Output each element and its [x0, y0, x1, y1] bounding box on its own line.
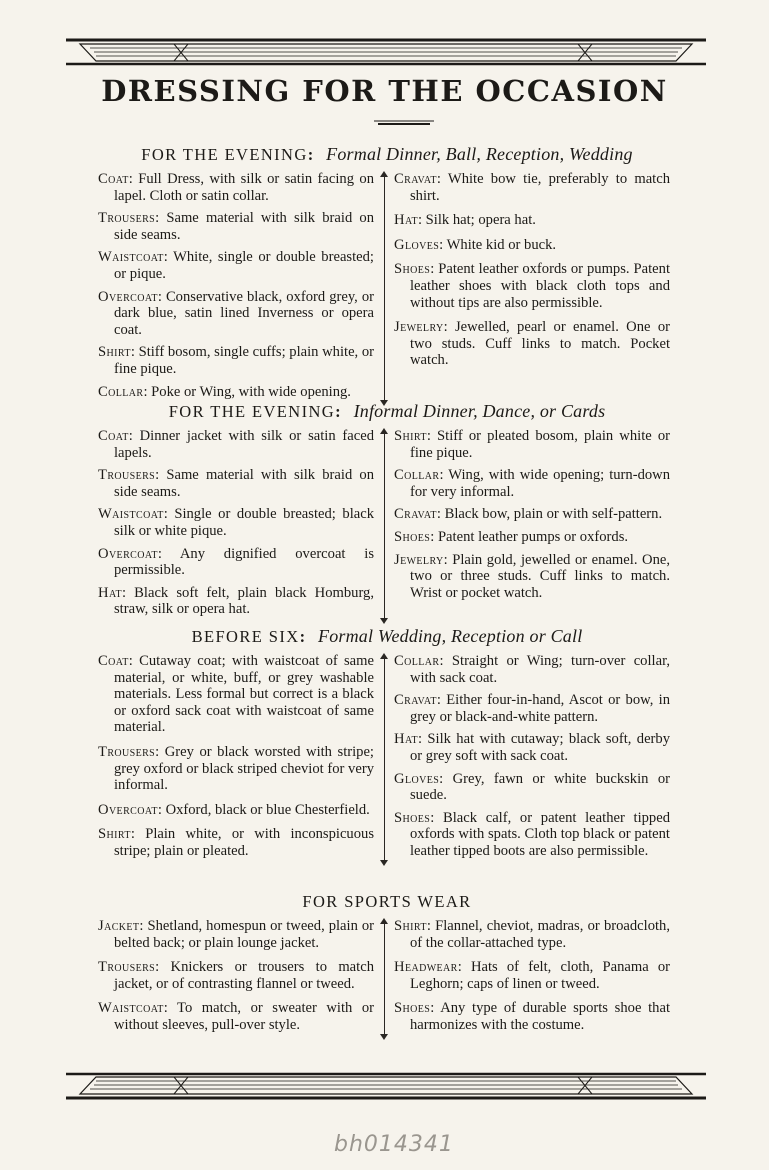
attire-item: Trousers: Same material with silk braid on side seams.: [98, 210, 374, 243]
attire-item: Jewelry: Plain gold, jewelled or enamel. One, two or three studs. Cuff links to match. Wrist or pocket watch.: [394, 551, 670, 601]
attire-item: Overcoat: Oxford, black or blue Chesterfield.: [98, 801, 370, 818]
attire-label: Jewelry: [394, 319, 444, 336]
page-title: DRESSING FOR THE OCCASION: [101, 74, 668, 108]
attire-item: Shirt: Plain white, or with inconspicuous stripe; plain or pleated.: [98, 826, 374, 859]
attire-label: Overcoat: [98, 801, 158, 818]
attire-text: White, single or double breasted; or pique.: [114, 249, 374, 282]
attire-text: Jewelled, pearl or enamel. One or two studs. Cuff links to match. Pocket watch.: [410, 319, 671, 369]
attire-item: Jewelry: Jewelled, pearl or enamel. One or two studs. Cuff links to match. Pocket watch.: [394, 319, 671, 369]
attire-item: Trousers: Same material with silk braid on side seams.: [98, 467, 374, 500]
attire-label: Shoes: [394, 1000, 431, 1017]
attire-text: Any dignified overcoat is permissible.: [114, 545, 374, 579]
attire-label: Shirt: [98, 826, 131, 843]
attire-label: Hat: [98, 584, 122, 601]
attire-label: Waistcoat: [98, 1000, 164, 1017]
attire-item: Coat: Cutaway coat; with waistcoat of same material, or white, buff, or grey washable materials. Less formal but correct is a black or oxford sack coat with waistcoat of same material.: [98, 653, 374, 736]
attire-item: Coat: Full Dress, with silk or satin facing on lapel. Cloth or satin collar.: [98, 171, 374, 204]
attire-label: Trousers: [98, 210, 156, 227]
section-sports-wear: [98, 892, 676, 1040]
attire-text: Knickers or trousers to match jacket, or of contrasting flannel or tweed.: [114, 959, 374, 992]
attire-item: Collar: Straight or Wing; turn-over collar, with sack coat.: [394, 653, 670, 686]
attire-text: Black calf, or patent leather tipped oxfords with spats. Cloth top black or patent leather tipped boots are also permissible.: [410, 809, 670, 859]
attire-label: Cravat: [394, 506, 437, 523]
attire-label: Jewelry: [394, 551, 444, 568]
attire-text: Flannel, cheviot, madras, or broadcloth, of the collar-attached type.: [410, 918, 670, 951]
attire-label: Hat: [394, 212, 418, 229]
attire-text: Black soft felt, plain black Homburg, straw, silk or opera hat.: [114, 584, 375, 618]
column-divider: [384, 655, 386, 864]
right-column: [383, 918, 670, 1040]
section-subheading: Formal Dinner, Ball, Reception, Wedding: [326, 144, 633, 164]
attire-label: Coat: [98, 428, 129, 444]
attire-item: Cravat: Either four-in-hand, Ascot or bow, in grey or black-and-white pattern.: [394, 692, 671, 725]
attire-label: Shoes: [394, 528, 431, 545]
attire-text: Stiff or pleated bosom, plain white or fine pique.: [410, 428, 670, 461]
section-subheading: Informal Dinner, Dance, or Cards: [353, 401, 606, 421]
attire-text: Wing, with wide opening; turn-down for very informal.: [410, 467, 670, 500]
attire-text: Patent leather pumps or oxfords.: [437, 528, 629, 545]
attire-label: Overcoat: [98, 288, 158, 305]
attire-label: Shoes: [394, 809, 431, 826]
attire-item: Trousers: Knickers or trousers to match jacket, or of contrasting flannel or tweed.: [98, 959, 374, 992]
attire-text: Either four-in-hand, Ascot or bow, in grey or black-and-white pattern.: [410, 692, 671, 725]
attire-text: Stiff bosom, single cuffs; plain white, or fine pique.: [114, 344, 375, 377]
section-evening-informal: [98, 401, 676, 624]
attire-text: Conservative black, oxford grey, or dark blue, satin lined Inverness or opera coat.: [114, 288, 375, 338]
left-column: [98, 918, 383, 1040]
attire-item: Shirt: Stiff or pleated bosom, plain white or fine pique.: [394, 428, 670, 461]
left-column: [98, 428, 383, 624]
attire-label: Collar: [394, 467, 440, 484]
attire-item: Overcoat: Any dignified overcoat is permissible.: [98, 545, 374, 579]
attire-item: Shirt: Stiff bosom, single cuffs; plain white, or fine pique.: [98, 344, 375, 377]
attire-text: Grey or black worsted with stripe; grey oxford or black striped cheviot for very informal.: [114, 743, 374, 794]
attire-label: Gloves: [394, 770, 440, 787]
attire-text: Dinner jacket with silk or satin faced lapels.: [114, 428, 375, 461]
section-before-six: [98, 626, 676, 866]
attire-item: Gloves: Grey, fawn or white buckskin or suede.: [394, 770, 670, 804]
attire-text: Plain gold, jewelled or enamel. One, two or three studs. Cuff links to match. Wrist or pocket watch.: [410, 551, 670, 601]
attire-item: Cravat: Black bow, plain or with self-pattern.: [394, 506, 663, 523]
attire-text: Same material with silk braid on side seams.: [114, 210, 374, 243]
left-column: [98, 653, 383, 866]
attire-item: Shoes: Patent leather pumps or oxfords.: [394, 528, 629, 545]
attire-label: Cravat: [394, 171, 437, 187]
attire-item: Shoes: Any type of durable sports shoe that harmonizes with the costume.: [394, 1000, 670, 1033]
attire-label: Cravat: [394, 692, 437, 709]
attire-text: Straight or Wing; turn-over collar, with sack coat.: [410, 653, 670, 686]
attire-item: Shoes: Black calf, or patent leather tipped oxfords with spats. Cloth top black or patent leather tipped boots are also permissible.: [394, 809, 670, 859]
column-divider: [384, 430, 386, 622]
attire-text: Full Dress, with silk or satin facing on lapel. Cloth or satin collar.: [114, 171, 374, 204]
attire-item: Overcoat: Conservative black, oxford grey, or dark blue, satin lined Inverness or opera coat.: [98, 288, 375, 338]
attire-label: Shirt: [394, 918, 427, 934]
attire-label: Coat: [98, 171, 129, 187]
section-heading-label: BEFORE SIX: [191, 627, 300, 646]
attire-item: Hat: Silk hat; opera hat.: [394, 212, 536, 229]
section-evening-formal: [98, 144, 676, 406]
attire-item: Waistcoat: Single or double breasted; black silk or white pique.: [98, 506, 374, 539]
column-divider: [384, 920, 386, 1038]
section-subheading: Formal Wedding, Reception or Call: [318, 626, 583, 646]
attire-text: White bow tie, preferably to match shirt.: [410, 171, 670, 204]
attire-label: Collar: [98, 383, 144, 400]
section-heading-label: FOR SPORTS WEAR: [302, 892, 472, 911]
attire-text: Patent leather oxfords or pumps. Patent leather shoes with black cloth tops and without tips are also permissible.: [410, 261, 670, 311]
attire-item: Trousers: Grey or black worsted with stripe; grey oxford or black striped cheviot for very informal.: [98, 743, 374, 794]
attire-label: Gloves: [394, 236, 440, 253]
attire-text: Grey, fawn or white buckskin or suede.: [410, 770, 670, 804]
section-heading: [98, 892, 676, 912]
attire-text: Oxford, black or blue Chesterfield.: [165, 801, 370, 818]
attire-text: Black bow, plain or with self-pattern.: [444, 506, 663, 523]
section-heading-label: FOR THE EVENING: [168, 402, 336, 421]
attire-text: Shetland, homespun or tweed, plain or belted back; or plain lounge jacket.: [114, 918, 374, 951]
title-ornament-rule: [372, 119, 436, 127]
attire-label: Overcoat: [98, 545, 158, 562]
attire-label: Jacket: [98, 918, 140, 934]
top-ornamental-border: [66, 36, 706, 66]
right-column: [383, 171, 670, 406]
handwritten-catalog-number: bh014341: [334, 1132, 454, 1157]
attire-item: Headwear: Hats of felt, cloth, Panama or Leghorn; caps of linen or tweed.: [394, 959, 670, 992]
attire-text: Same material with silk braid on side seams.: [114, 467, 374, 500]
attire-text: To match, or sweater with or without sleeves, pull-over style.: [114, 1000, 374, 1033]
attire-label: Waistcoat: [98, 249, 164, 266]
left-column: [98, 171, 383, 406]
column-divider: [384, 173, 386, 404]
section-heading: FOR THE EVENING: Formal Dinner, Ball, Reception, Wedding: [141, 144, 633, 164]
attire-item: Waistcoat: To match, or sweater with or without sleeves, pull-over style.: [98, 1000, 374, 1033]
attire-item: Hat: Black soft felt, plain black Homburg, straw, silk or opera hat.: [98, 584, 375, 618]
attire-text: Hats of felt, cloth, Panama or Leghorn; caps of linen or tweed.: [410, 959, 670, 992]
attire-text: Cutaway coat; with waistcoat of same material, or white, buff, or grey washable materials. Less formal but correct is a black or oxford sack coat with waistcoat of same material.: [114, 653, 374, 736]
right-column: [383, 653, 670, 866]
attire-item: Jacket: Shetland, homespun or tweed, plain or belted back; or plain lounge jacket.: [98, 918, 374, 951]
attire-label: Shoes: [394, 261, 431, 278]
attire-label: Shirt: [98, 344, 131, 361]
attire-label: Headwear: [394, 959, 458, 976]
attire-label: Trousers: [98, 743, 156, 760]
attire-item: Waistcoat: White, single or double breasted; or pique.: [98, 249, 374, 282]
attire-label: Trousers: [98, 467, 156, 484]
attire-label: Trousers: [98, 959, 156, 976]
attire-text: Single or double breasted; black silk or white pique.: [114, 506, 374, 539]
attire-text: Silk hat with cutaway; black soft, derby or grey soft with sack coat.: [410, 731, 671, 764]
attire-label: Hat: [394, 731, 418, 748]
attire-item: Collar: Wing, with wide opening; turn-down for very informal.: [394, 467, 670, 500]
bottom-ornamental-border: [66, 1072, 706, 1102]
attire-item: Coat: Dinner jacket with silk or satin faced lapels.: [98, 428, 375, 461]
attire-label: Waistcoat: [98, 506, 164, 523]
attire-text: Any type of durable sports shoe that harmonizes with the costume.: [410, 1000, 670, 1033]
right-column: [383, 428, 670, 624]
attire-label: Collar: [394, 653, 440, 669]
attire-item: Shoes: Patent leather oxfords or pumps. Patent leather shoes with black cloth tops and without tips are also permissible.: [394, 261, 670, 311]
attire-item: Gloves: White kid or buck.: [394, 236, 557, 253]
attire-item: Shirt: Flannel, cheviot, madras, or broadcloth, of the collar-attached type.: [394, 918, 670, 951]
attire-item: Collar: Poke or Wing, with wide opening.: [98, 383, 351, 400]
section-heading-label: FOR THE EVENING: [141, 145, 308, 164]
section-heading: BEFORE SIX: Formal Wedding, Reception or Call: [191, 626, 583, 646]
attire-label: Coat: [98, 653, 129, 669]
attire-item: Cravat: White bow tie, preferably to match shirt.: [394, 171, 670, 204]
attire-text: White kid or buck.: [446, 236, 557, 253]
attire-text: Silk hat; opera hat.: [425, 212, 536, 229]
attire-label: Shirt: [394, 428, 427, 444]
attire-item: Hat: Silk hat with cutaway; black soft, derby or grey soft with sack coat.: [394, 731, 671, 764]
attire-text: Poke or Wing, with wide opening.: [151, 383, 351, 400]
attire-text: Plain white, or with inconspicuous stripe; plain or pleated.: [114, 826, 374, 859]
section-heading: FOR THE EVENING: Informal Dinner, Dance, or Cards: [168, 401, 606, 421]
